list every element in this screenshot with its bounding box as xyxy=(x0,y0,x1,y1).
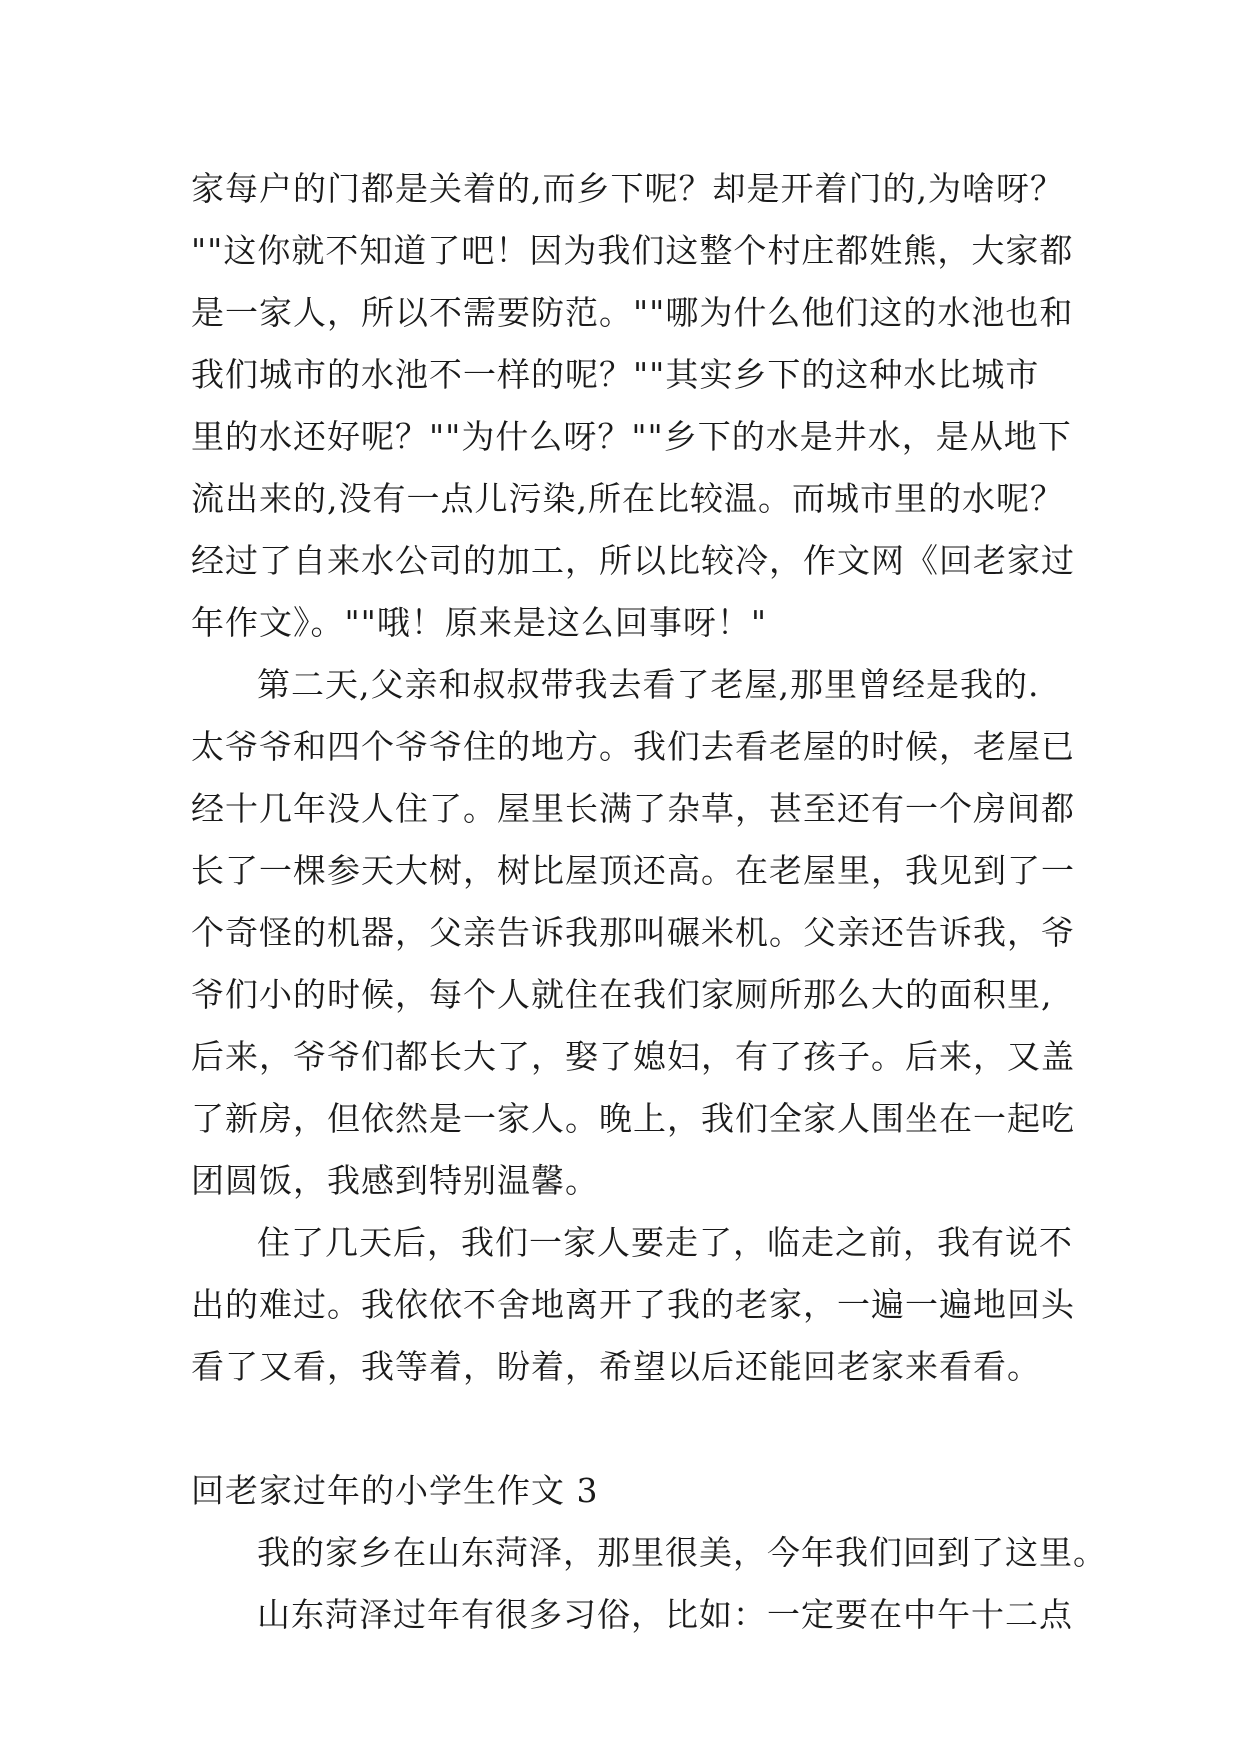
text-line: 流出来的,没有一点儿污染,所在比较温。而城市里的水呢？ xyxy=(191,479,1064,518)
text-line: 家每户的门都是关着的,而乡下呢？却是开着门的,为啥呀？ xyxy=(191,169,1064,208)
paragraph-3 xyxy=(191,1212,1075,1398)
text-line: 出的难过。我依依不舍地离开了我的老家，一遍一遍地回头 xyxy=(191,1285,1075,1324)
text-line: 我们城市的水池不一样的呢？""其实乡下的这种水比城市 xyxy=(191,355,1040,394)
text-line: 看了又看，我等着，盼着，希望以后还能回老家来看看。 xyxy=(191,1347,1041,1386)
text-line: 团圆饭，我感到特别温馨。 xyxy=(191,1161,599,1200)
text-line: 经十几年没人住了。屋里长满了杂草，甚至还有一个房间都 xyxy=(191,789,1075,828)
document-body xyxy=(191,158,1107,1646)
text-line: ""这你就不知道了吧！因为我们这整个村庄都姓熊，大家都 xyxy=(191,231,1074,270)
text-line: 太爷爷和四个爷爷住的地方。我们去看老屋的时候，老屋已 xyxy=(191,727,1075,766)
paragraph-1 xyxy=(191,158,1075,654)
text-line: 山东菏泽过年有很多习俗，比如：一定要在中午十二点 xyxy=(257,1595,1073,1634)
text-line: 了新房，但依然是一家人。晚上，我们全家人围坐在一起吃 xyxy=(191,1099,1075,1138)
section-title: 回老家过年的小学生作文 3 xyxy=(191,1471,599,1510)
text-line: 长了一棵参天大树，树比屋顶还高。在老屋里，我见到了一 xyxy=(191,851,1075,890)
paragraph-spacer xyxy=(191,1398,1051,1460)
text-line: 经过了自来水公司的加工，所以比较冷，作文网《回老家过 xyxy=(191,541,1075,580)
text-line: 后来，爷爷们都长大了，娶了媳妇，有了孩子。后来，又盖 xyxy=(191,1037,1075,1076)
text-line: 第二天,父亲和叔叔带我去看了老屋,那里曾经是我的. xyxy=(257,665,1040,704)
text-line: 年作文》。""哦！原来是这么回事呀！" xyxy=(191,603,768,642)
text-line: 爷们小的时候，每个人就住在我们家厕所那么大的面积里, xyxy=(191,975,1053,1014)
text-line: 是一家人，所以不需要防范。""哪为什么他们这的水池也和 xyxy=(191,293,1074,332)
text-line: 住了几天后，我们一家人要走了，临走之前，我有说不 xyxy=(257,1223,1073,1262)
paragraph-4 xyxy=(191,1522,1107,1584)
text-line: 我的家乡在山东菏泽，那里很美，今年我们回到了这里。 xyxy=(257,1533,1107,1572)
text-line: 个奇怪的机器，父亲告诉我那叫碾米机。父亲还告诉我，爷 xyxy=(191,913,1075,952)
text-line: 里的水还好呢？""为什么呀？""乡下的水是井水，是从地下 xyxy=(191,417,1072,456)
paragraph-5 xyxy=(191,1584,1073,1646)
paragraph-2 xyxy=(191,654,1075,1212)
